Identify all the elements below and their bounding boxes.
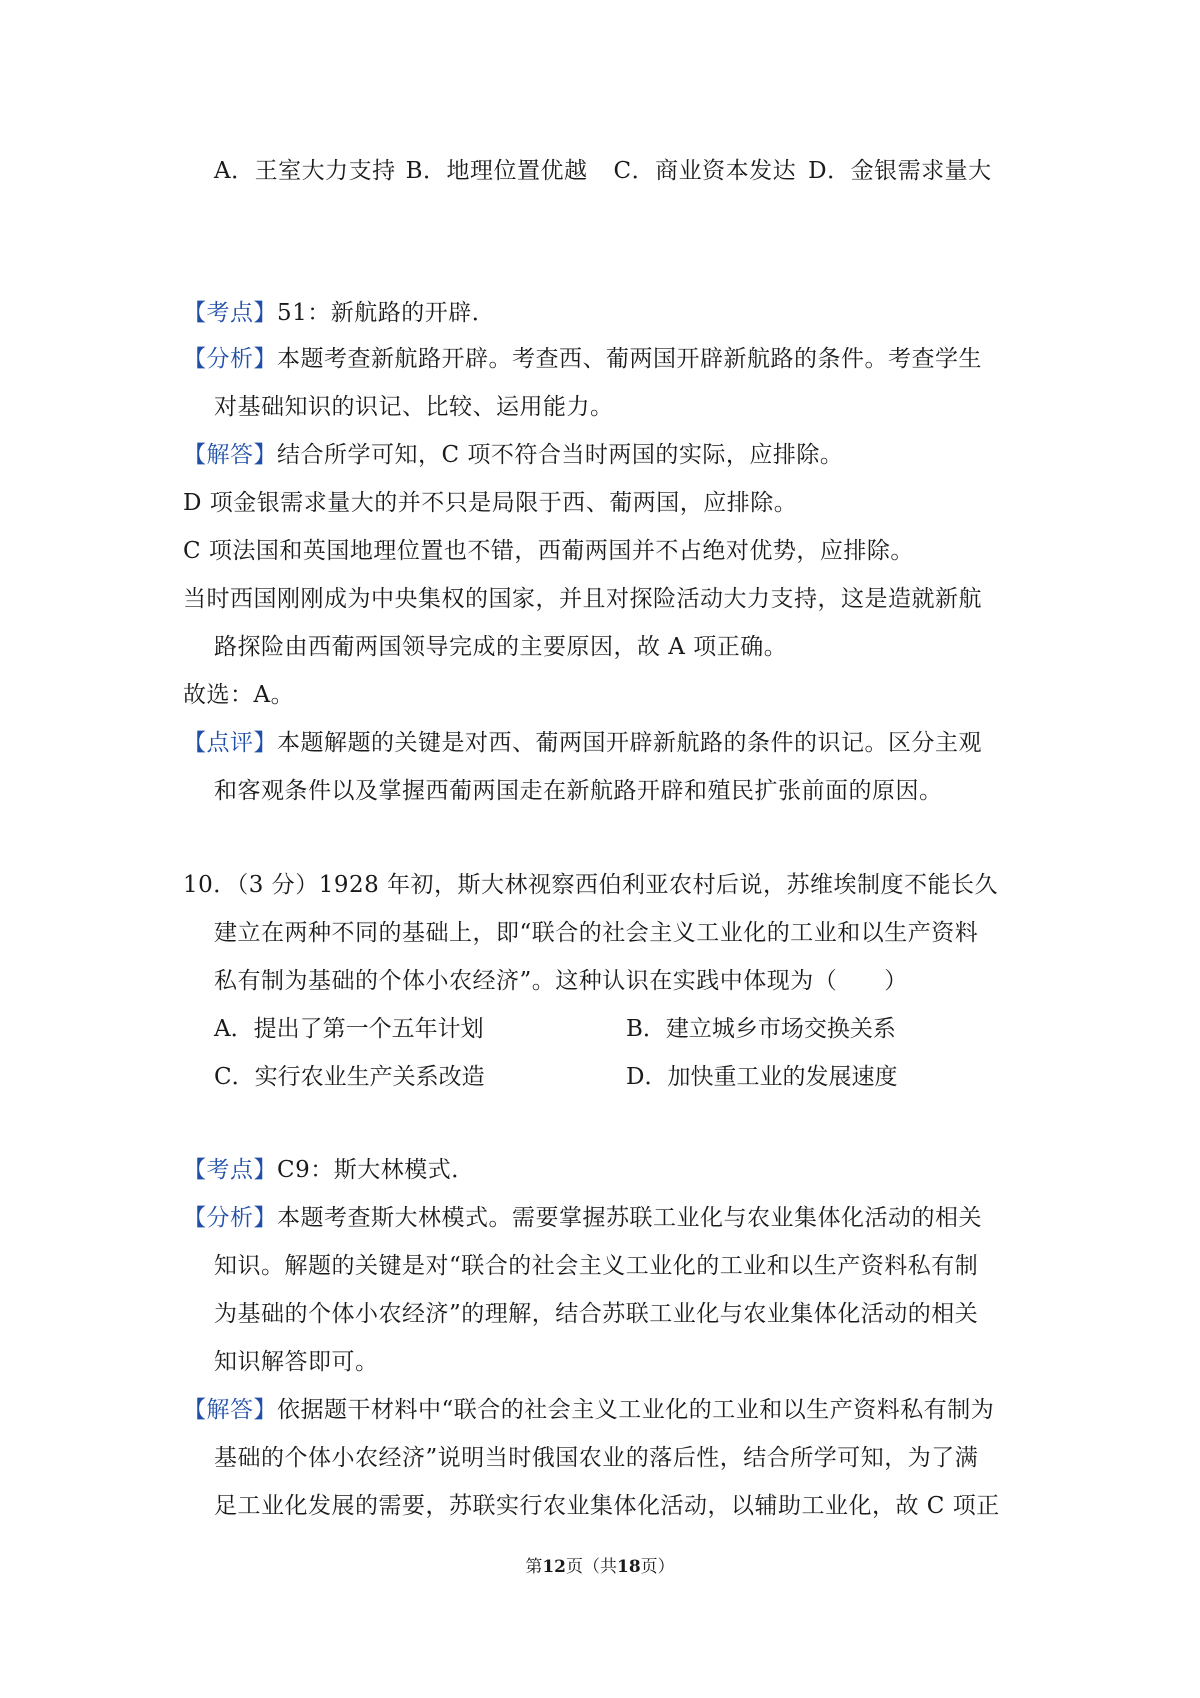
q9-body-line: D 项金银需求量大的并不只是局限于西、葡两国，应排除。 <box>183 490 798 516</box>
kaodian-text: C9：斯大林模式． <box>277 1157 475 1183</box>
jieda-line: 依据题干材料中“联合的社会主义工业化的工业和以生产资料私有制为 <box>277 1397 995 1423</box>
kaodian-text: 51：新航路的开辟． <box>277 300 496 326</box>
q10-jieda-cont: 足工业化发展的需要，苏联实行农业集体化活动，以辅助工业化，故 C 项正 <box>214 1493 1000 1519</box>
jieda-tag: 【解答】 <box>183 442 277 468</box>
prev-option-b: B．地理位置优越 <box>405 158 588 184</box>
jieda-tag: 【解答】 <box>183 1397 277 1423</box>
footer-suffix: 页） <box>640 1557 675 1577</box>
q10-stem: 私有制为基础的个体小农经济”。这种认识在实践中体现为（ ） <box>214 968 908 994</box>
q9-body-line: 当时西国刚刚成为中央集权的国家，并且对探险活动大力支持，这是造就新航 <box>183 586 982 612</box>
q10-jieda-cont: 基础的个体小农经济”说明当时俄国农业的落后性，结合所学可知，为了满 <box>214 1445 979 1471</box>
q9-dianping-cont: 和客观条件以及掌握西葡两国走在新航路开辟和殖民扩张前面的原因。 <box>214 778 943 804</box>
q10-fenxi <box>183 1203 982 1233</box>
jieda-line: 结合所学可知，C 项不符合当时两国的实际，应排除。 <box>277 442 844 468</box>
fenxi-tag: 【分析】 <box>183 346 277 372</box>
footer-prefix: 第 <box>525 1557 543 1577</box>
kaodian-tag: 【考点】 <box>183 1157 277 1183</box>
prev-option-c: C．商业资本发达 <box>613 158 797 184</box>
q10-stem: 建立在两种不同的基础上，即“联合的社会主义工业化的工业和以生产资料 <box>214 920 979 946</box>
prev-options-row <box>214 156 992 186</box>
q9-fenxi-cont: 对基础知识的识记、比较、运用能力。 <box>214 394 614 420</box>
q10-option-c: C．实行农业生产关系改造 <box>214 1064 485 1090</box>
q9-jieda <box>183 440 843 470</box>
q10-kaodian <box>183 1155 475 1185</box>
q9-answer: 故选：A。 <box>183 682 295 708</box>
q9-body-line: 路探险由西葡两国领导完成的主要原因，故 A 项正确。 <box>214 634 788 660</box>
fenxi-line: 本题考查新航路开辟。考查西、葡两国开辟新航路的条件。考查学生 <box>277 346 982 372</box>
fenxi-line: 本题考查斯大林模式。需要掌握苏联工业化与农业集体化活动的相关 <box>277 1205 982 1231</box>
q9-fenxi <box>183 344 982 374</box>
footer-total-pages: 18 <box>617 1557 641 1577</box>
fenxi-tag: 【分析】 <box>183 1205 277 1231</box>
footer-middle: 页（共 <box>566 1557 617 1577</box>
footer-page-number: 12 <box>542 1557 566 1577</box>
q9-dianping <box>183 728 982 758</box>
q9-kaodian <box>183 298 495 328</box>
q10-fenxi-cont: 知识解答即可。 <box>214 1349 379 1375</box>
q9-body-line: C 项法国和英国地理位置也不错，西葡两国并不占绝对优势，应排除。 <box>183 538 914 564</box>
q10-fenxi-cont: 知识。解题的关键是对“联合的社会主义工业化的工业和以生产资料私有制 <box>214 1253 979 1279</box>
q10-option-d: D．加快重工业的发展速度 <box>626 1064 898 1090</box>
q10-option-a: A．提出了第一个五年计划 <box>214 1016 484 1042</box>
q10-stem: 10．（3 分）1928 年初，斯大林视察西伯利亚农村后说，苏维埃制度不能长久 <box>183 872 999 898</box>
q10-fenxi-cont: 为基础的个体小农经济”的理解，结合苏联工业化与农业集体化活动的相关 <box>214 1301 979 1327</box>
q10-option-b: B．建立城乡市场交换关系 <box>626 1016 896 1042</box>
q10-jieda <box>183 1395 994 1425</box>
page-footer <box>0 1555 1200 1579</box>
kaodian-tag: 【考点】 <box>183 300 277 326</box>
prev-option-d: D．金银需求量大 <box>808 158 992 184</box>
dianping-line: 本题解题的关键是对西、葡两国开辟新航路的条件的识记。区分主观 <box>277 730 982 756</box>
dianping-tag: 【点评】 <box>183 730 277 756</box>
prev-option-a: A．王室大力支持 <box>214 158 396 184</box>
